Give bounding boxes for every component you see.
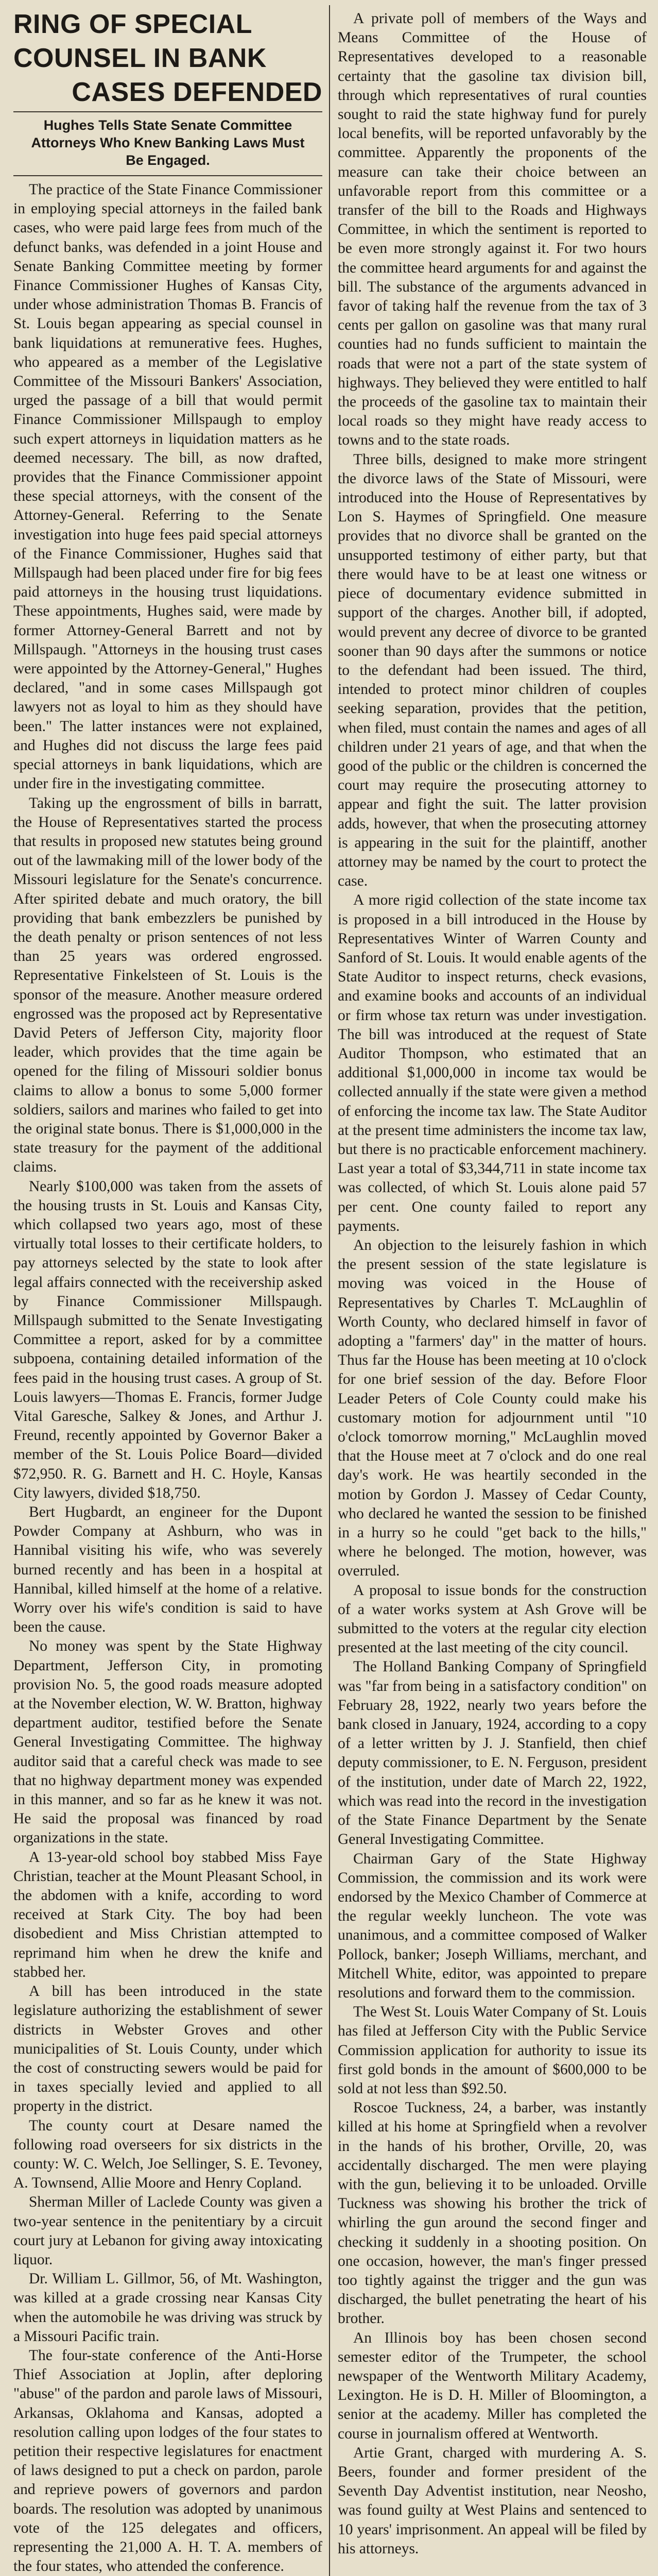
left-paragraph: Nearly $100,000 was taken from the assets of the housing trusts in St. Louis and Kansas City, which collapsed two years ago, most of these virtually total losses to their certificate holders, to pay attorneys selected by the state to look after legal affairs connected with the receivership asked by Finance Commissioner Millspaugh. Millspaugh submitted to the Senate Investigating Committee a report, asked for by a committee subpoena, containing detailed information of the fees paid in the housing trust cases. A group of St. Louis lawyers—Thomas E. Francis, former Judge Vital Garesche, Salkey & Jones, and Arthur J. Freund, recently appointed by Governor Baker a member of the St. Louis Police Board—divided $72,950. R. G. Barnett and H. C. Hoyle, Kansas City lawyers, divided $18,750.: [13, 1178, 322, 1501]
right-paragraph: A more rigid collection of the state income tax is proposed in a bill introduced in the House by Representatives Winter of Warren County and Sanford of St. Louis. It would enable agents of the State Auditor to inspect returns, check evasions, and examine books and accounts of an individual or firm whose tax return was under investigation. The bill was introduced at the request of State Auditor Thompson, who estimated that an additional $1,000,000 in income tax would be collected annually if the state were given a method of enforcing the income tax law. The State Auditor at the present time administers the income tax law, but there is no practicable enforcement machinery. Last year a total of $3,344,711 in state income tax was collected, of which St. Louis alone paid 57 per cent. One county failed to report any payments.: [338, 892, 647, 1234]
right-paragraph: An Illinois boy has been chosen second semester editor of the Trumpeter, the school newspaper of the Wentworth Military Academy, Lexington. He is D. H. Miller of Bloomington, a senior at the academy. Miller has completed the course in journalism offered at Wentworth.: [338, 2329, 647, 2442]
right-paragraph: A private poll of members of the Ways and Means Committee of the House of Representatives developed to a reasonable certainty that the gasoline tax division bill, through which representatives of rural counties sought to raid the state highway fund for purely local benefits, will be reported unfavorably by the committee. Apparently the proponents of the measure can take their choice between an unfavorable report from this committee or a transfer of the bill to the Roads and Highways Committee, in which the sentiment is reported to be even more strongly against it. For two hours the committee heard arguments for and against the bill. The substance of the arguments advanced in favor of taking half the revenue from the tax of 3 cents per gallon on gasoline was that many rural counties had no funds sufficient to maintain the roads that were not a part of the state system of highways. They believed they were entitled to half the proceeds of the gasoline tax to maintain their local roads so they might have ready access to towns and to the state roads.: [338, 10, 647, 449]
right-paragraph: A proposal to issue bonds for the construction of a water works system at Ash Grove will be submitted to the voters at the regular city election presented at the last meeting of the city council.: [338, 1582, 647, 1656]
right-paragraph: Artie Grant, charged with murdering A. S. Beers, founder and former president of the Seventh Day Adventist institution, near Neosho, was found guilty at West Plains and sentenced to 10 years' imprisonment. An appeal will be filed by his attorneys.: [338, 2444, 647, 2557]
left-paragraph: Bert Hugbardt, an engineer for the Dupont Powder Company at Ashburn, who was in Hannibal visiting his wife, who was severely burned recently and has been in a hospital at Hannibal, killed himself at the home of a relative. Worry over his wife's condition is said to have been the cause.: [13, 1504, 322, 1636]
right-column: [338, 9, 647, 2576]
right-paragraph: An objection to the leisurely fashion in which the present session of the state legislature is moving was voiced in the House of Representatives by Charles T. McLaughlin of Worth County, who declared himself in favor of adopting a "farmers' day" in the matter of hours. Thus far the House has been meeting at 10 o'clock for one brief session of the day. Before Floor Leader Peters of Cole County could make his customary motion for adjournment until "10 o'clock tomorrow morning," McLaughlin moved that the House meet at 7 o'clock and do one real day's work. He was heartily seconded in the motion by Gordon J. Massey of Cedar County, who declared he wanted the session to be finished in a hurry so he could "get back to the hills," where he belonged. The motion, however, was overruled.: [338, 1237, 647, 1580]
headline-line-1: RING OF SPECIAL: [13, 9, 252, 39]
deck-divider: [13, 175, 322, 176]
left-paragraph: Dr. William L. Gillmor, 56, of Mt. Washington, was killed at a grade crossing near Kansas City when the automobile he was driving was struck by a Missouri Pacific train.: [13, 2270, 322, 2345]
right-paragraph: Roscoe Tuckness, 24, a barber, was instantly killed at his home at Springfield when a revolver in the hands of his brother, Orville, 20, was accidentally discharged. The men were playing with the gun, believing it to be unloaded. Orville Tuckness was showing his brother the trick of whirling the gun around the second finger and checking it suddenly in a shooting position. On one occasion, however, the man's finger pressed too tightly against the trigger and the gun was discharged, the bullet penetrating the heart of his brother.: [338, 2099, 647, 2327]
article-deck: Hughes Tells State Senate Committee Attorneys Who Knew Banking Laws Must Be Engaged.: [31, 117, 305, 168]
left-paragraph: The four-state conference of the Anti-Horse Thief Association at Joplin, after deploring "abuse" of the pardon and parole laws of Missouri, Arkansas, Oklahoma and Kansas, adopted a resolution calling upon lodges of the four states to petition their respective legislatures for enactment of laws designed to put a check on pardon, parole and reprieve powers of governors and pardon boards. The resolution was adopted by unanimous vote of the 125 delegates and officers, representing the 21,000 A. H. T. A. members of the four states, who attended the conference.: [13, 2347, 322, 2575]
headline-line-3: CASES DEFENDED: [72, 77, 322, 107]
headline-line-2: COUNSEL IN BANK: [13, 43, 267, 73]
left-paragraph: Sherman Miller of Laclede County was given a two-year sentence in the penitentiary by a circuit court jury at Lebanon for giving away intoxicating liquor.: [13, 2194, 322, 2268]
left-paragraph: No money was spent by the State Highway Department, Jefferson City, in promoting provision No. 5, the good roads measure adopted at the November election, W. W. Bratton, highway department auditor, testified before the Senate General Investigating Committee. The highway auditor said that a careful check was made to see that no highway department money was expended in this manner, and so far as he knew it was not. He said the proposal was financed by road organizations in the state.: [13, 1638, 322, 1846]
left-paragraph: A 13-year-old school boy stabbed Miss Faye Christian, teacher at the Mount Pleasant School, in the abdomen with a knife, according to word received at Stark City. The boy had been disobedient and Miss Christian attempted to reprimand him when he drew the knife and stabbed her.: [13, 1849, 322, 1980]
right-paragraph: The Holland Banking Company of Springfield was "far from being in a satisfactory condition" on February 28, 1922, nearly two years before the bank closed in January, 1924, according to a copy of a letter written by J. J. Stanfield, then chief deputy commissioner, to E. N. Ferguson, president of the institution, under date of March 22, 1922, which was read into the record in the investigation of the State Finance Department by the Senate General Investigating Committee.: [338, 1658, 647, 1848]
right-paragraph: Three bills, designed to make more stringent the divorce laws of the State of Missouri, were introduced into the House of Representatives by Lon S. Haymes of Springfield. One measure provides that no divorce shall be granted on the unsupported testimony of either party, but that there would have to be at least one witness or piece of documentary evidence submitted in support of the charges. Another bill, if adopted, would prevent any decree of divorce to be granted sooner than 90 days after the summons or notice to the defendant had been issued. The third, intended to protect minor children of couples seeking separation, provides that the petition, when filed, must contain the names and ages of all children under 21 years of age, and that when the good of the public or the children is concerned the court may require the prosecuting attorney to appear and fight the suit. The latter provision adds, however, that when the prosecuting attorney is appearing in the suit for the plaintiff, another attorney may be named by the court to protect the case.: [338, 451, 647, 890]
left-paragraph: A bill has been introduced in the state legislature authorizing the establishment of sewer districts in Webster Groves and other municipalities of St. Louis County, under which the cost of constructing sewers would be paid for in taxes specially levied and applied to all property in the district.: [13, 1983, 322, 2115]
left-paragraph: Taking up the engrossment of bills in barratt, the House of Representatives started the process that results in proposed new statutes being ground out of the lawmaking mill of the lower body of the Missouri legislature for the Senate's concurrence. After spirited debate and much oratory, the bill providing that bank embezzlers be punished by the death penalty or prison sentences of not less than 25 years was ordered engrossed. Representative Finkelsteen of St. Louis is the sponsor of the measure. Another measure ordered engrossed was the proposed act by Representative David Peters of Jefferson City, majority floor leader, which provides that the time again be opened for the filing of Missouri soldier bonus claims to allow a bonus to some 5,000 former soldiers, sailors and marines who failed to get into the original state bonus. There is $1,000,000 in the state treasury for the payment of the additional claims.: [13, 794, 322, 1176]
left-paragraph: The county court at Desare named the following road overseers for six districts in the county: W. C. Welch, Joe Sellinger, S. E. Tevoney, A. Townsend, Allie Moore and Henry Copland.: [13, 2117, 322, 2192]
right-paragraph: The West St. Louis Water Company of St. Louis has filed at Jefferson City with the Public Service Commission application for authority to issue its first gold bonds in the amount of $600,000 to be sold at not less than $92.50.: [338, 2004, 647, 2097]
left-paragraph: The practice of the State Finance Commissioner in employing special attorneys in the failed bank cases, who were paid large fees from much of the defunct banks, was defended in a joint House and Senate Banking Committee meeting by former Finance Commissioner Hughes of Kansas City, under whose administration Thomas B. Francis of St. Louis began appearing as special counsel in bank liquidations at remunerative fees. Hughes, who appeared as a member of the Legislative Committee of the Missouri Bankers' Association, urged the passage of a bill that would permit Finance Commissioner Millspaugh to employ such expert attorneys in liquidation matters as he deemed necessary. The bill, as now drafted, provides that the Finance Commissioner appoint these special attorneys, with the consent of the Attorney-General. Referring to the Senate investigation into huge fees paid special attorneys of the Finance Commissioner, Hughes said that Millspaugh had been placed under fire for big fees paid attorneys in the housing trust liquidations. These appointments, Hughes said, were made by former Attorney-General Barrett and not by Millspaugh. "Attorneys in the housing trust cases were appointed by the Attorney-General," Hughes declared, "and in some cases Millspaugh got lawyers not as loyal to him as they should have been." The latter instances were not explained, and Hughes did not discuss the large fees paid special attorneys in bank liquidations, which are under fire in the investigating committee.: [13, 181, 322, 792]
left-column: [13, 9, 322, 2576]
right-paragraph: Chairman Gary of the State Highway Commission, the commission and its work were endorsed by the Mexico Chamber of Commerce at the regular weekly luncheon. The vote was unanimous, and a committee composed of Walker Pollock, banker; Joseph Williams, merchant, and Mitchell White, editor, was appointed to prepare resolutions and forward them to the commission.: [338, 1850, 647, 2001]
headline-divider: [13, 111, 322, 112]
